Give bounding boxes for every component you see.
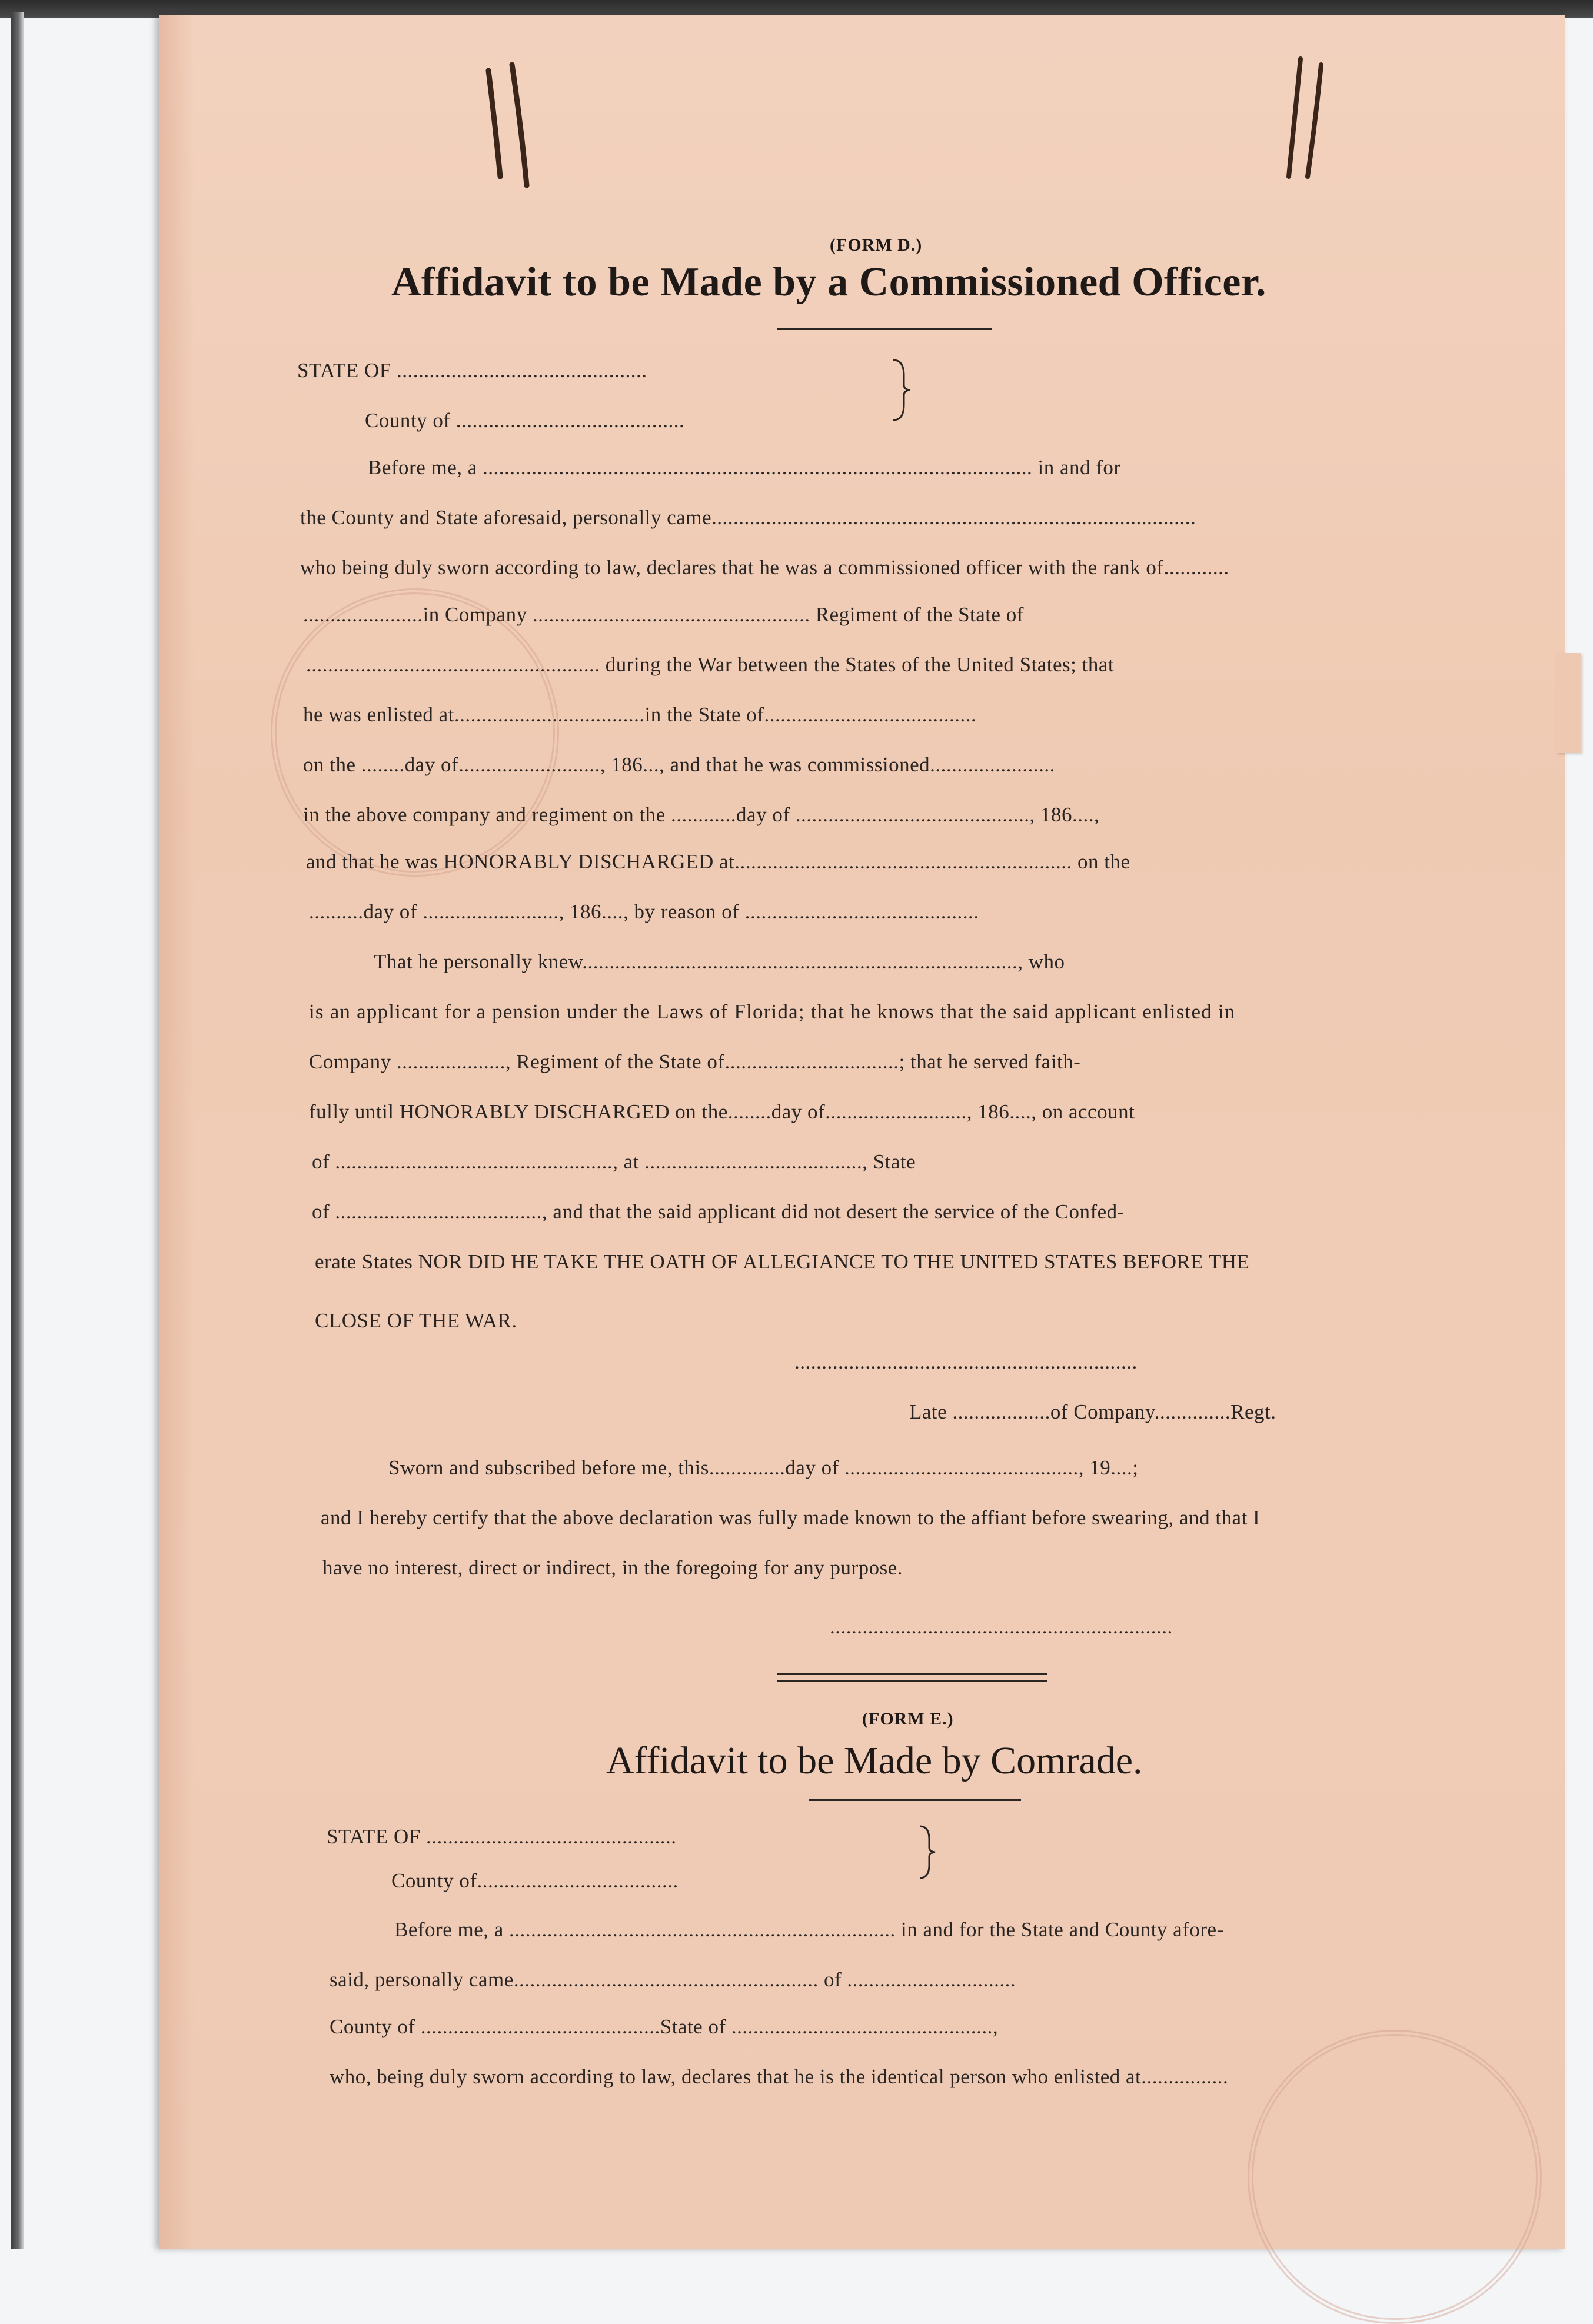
form-e-line-5: County of ............................................State of ................................................,: [330, 2015, 999, 2038]
form-e-line-6: who, being duly sworn according to law, declares that he is the identical person who enlisted at................: [330, 2065, 1229, 2088]
embossed-seal-bottom-right: [1248, 2030, 1542, 2324]
form-d-line-6: ......................in Company ................................................... Regiment of the State of: [303, 603, 1024, 626]
form-d-line-3: Before me, a ..................................................................................................... in and for: [368, 456, 1121, 479]
form-d-label: (FORM D.): [830, 235, 923, 255]
form-e-line-3: Before me, a ....................................................................... in and for the State and County afore-: [394, 1918, 1224, 1941]
form-d-line-interest: have no interest, direct or indirect, in the foregoing for any purpose.: [322, 1556, 903, 1579]
form-d-line-14: is an applicant for a pension under the Laws of Florida; that he knows that the said applicant enlisted in: [309, 1000, 1236, 1023]
form-d-title: Affidavit to be Made by a Commissioned Officer.: [391, 259, 1266, 305]
paper-tab: [1557, 653, 1581, 753]
form-d-line-5: who being duly sworn according to law, declares that he was a commissioned officer with the rank of............: [300, 556, 1229, 579]
form-d-line-11: and that he was HONORABLY DISCHARGED at.............................................................. on the: [306, 850, 1130, 873]
form-d-line-10: in the above company and regiment on the ............day of ..........................................., 186....,: [303, 803, 1100, 826]
form-d-officer-signature-line: ...............................................................: [830, 1615, 1173, 1638]
form-e-line-4: said, personally came........................................................ of ...............................: [330, 1968, 1016, 1991]
paper-fold-shadow: [159, 15, 194, 2249]
form-d-line-20: CLOSE OF THE WAR.: [315, 1309, 517, 1332]
scanner-frame-left: [11, 12, 24, 2249]
form-e-title-rule: [809, 1799, 1021, 1801]
form-e-line-county: County of.....................................: [391, 1869, 679, 1892]
form-d-title-rule: [777, 328, 992, 330]
form-d-line-18: of ......................................, and that the said applicant did not desert the service of the Confed-: [312, 1200, 1125, 1223]
form-d-line-15: Company ...................., Regiment of the State of................................; that he served faith-: [309, 1050, 1081, 1073]
section-separator-bottom: [777, 1680, 1047, 1682]
document-page: [159, 15, 1565, 2249]
form-e-label: (FORM E.): [862, 1709, 954, 1729]
brace-icon-2: [915, 1824, 939, 1880]
form-e-line-state: STATE OF ..............................................: [327, 1825, 677, 1848]
form-e-title: Affidavit to be Made by Comrade.: [606, 1739, 1143, 1782]
form-d-line-county: County of ..........................................: [365, 409, 685, 432]
handwritten-marks-icon: [0, 0, 1593, 200]
form-d-line-19: erate States NOR DID HE TAKE THE OATH OF ALLEGIANCE TO THE UNITED STATES BEFORE THE: [315, 1250, 1250, 1273]
form-d-line-12: ..........day of ........................., 186...., by reason of ...........................................: [309, 900, 979, 923]
form-d-line-17: of ..................................................., at ........................................, State: [312, 1150, 916, 1173]
form-d-line-7: ...................................................... during the War between the States of the United States; that: [306, 653, 1115, 676]
form-d-line-16: fully until HONORABLY DISCHARGED on the........day of.........................., 186...., on account: [309, 1100, 1135, 1123]
embossed-seal-left: [271, 588, 559, 877]
form-d-line-late: Late ..................of Company..............Regt.: [909, 1400, 1276, 1423]
form-d-line-13: That he personally knew................................................................................, who: [374, 950, 1065, 973]
section-separator-top: [777, 1673, 1047, 1675]
form-d-line-4: the County and State aforesaid, personally came.........................................................................................: [300, 506, 1196, 529]
brace-icon: [889, 358, 912, 422]
form-d-line-9: on the ........day of.........................., 186..., and that he was commissioned.......................: [303, 753, 1055, 776]
form-d-line-8: he was enlisted at...................................in the State of.......................................: [303, 703, 977, 726]
form-d-signature-line: ...............................................................: [794, 1350, 1138, 1373]
form-d-line-certify: and I hereby certify that the above declaration was fully made known to the affiant before swearing, and that I: [321, 1506, 1261, 1529]
form-d-line-state: STATE OF ..............................................: [297, 359, 647, 382]
form-d-line-sworn: Sworn and subscribed before me, this..............day of ..........................................., 19....;: [388, 1456, 1139, 1479]
